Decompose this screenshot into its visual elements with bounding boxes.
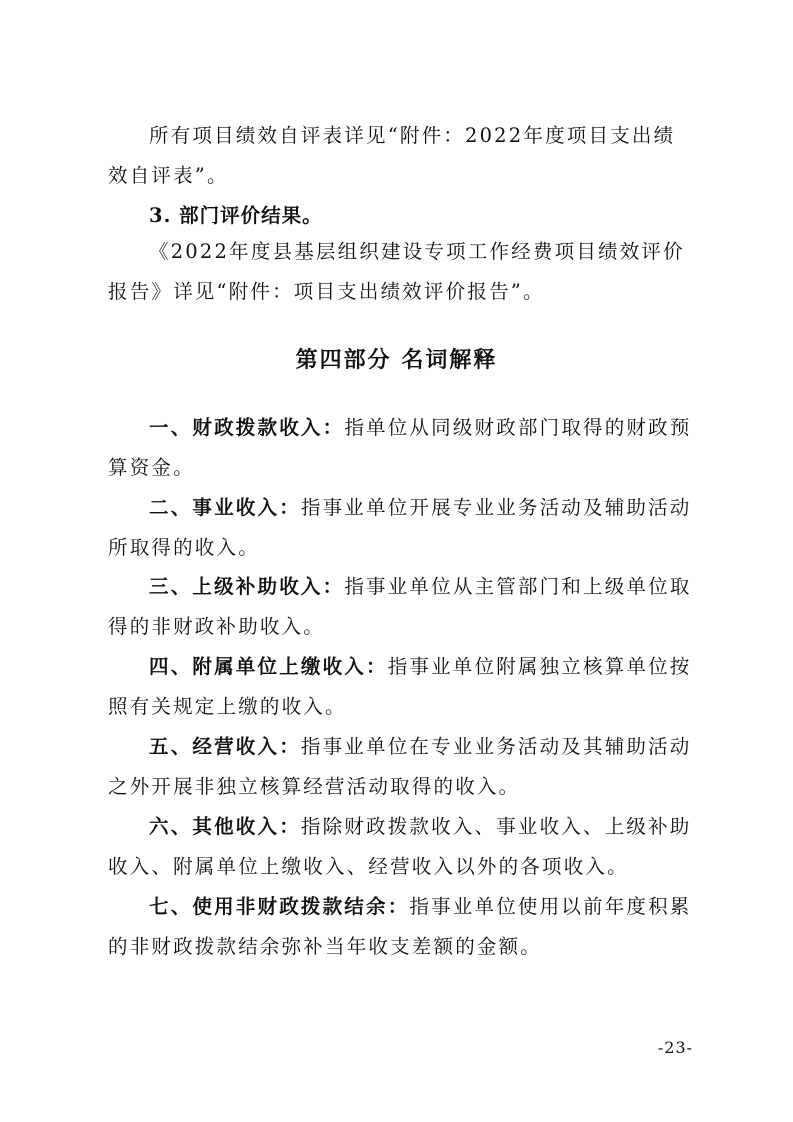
definition-term: 二、事业收入： xyxy=(149,496,301,519)
subheading: 3. 部门评价结果。 xyxy=(149,204,323,227)
definition-text: 指事业单位从主管部门和上级单位取得的非财政补助收入。 xyxy=(108,575,692,638)
definition-item xyxy=(108,647,696,727)
definition-term: 七、使用非财政拨款结余： xyxy=(149,895,410,918)
section-title: 第四部分 名词解释 xyxy=(295,347,498,373)
evaluation-paragraph xyxy=(108,232,696,312)
intro-paragraph xyxy=(108,116,696,196)
definition-text: 指单位从同级财政部门取得的财政预算资金。 xyxy=(108,416,692,479)
definition-term: 一、财政拨款收入： xyxy=(149,416,345,439)
definition-text: 指除财政拨款收入、事业收入、上级补助收入、附属单位上缴收入、经营收入以外的各项收入。 xyxy=(108,815,692,878)
definition-text: 指事业单位开展专业业务活动及辅助活动所取得的收入。 xyxy=(108,496,692,559)
definition-term: 六、其他收入： xyxy=(149,815,301,838)
evaluation-text: 《2022年度县基层组织建设专项工作经费项目绩效评价报告》详见“附件：项目支出绩效评价报告”。 xyxy=(108,240,685,303)
definition-item xyxy=(108,727,696,807)
definition-term: 三、上级补助收入： xyxy=(149,575,345,598)
definition-text: 指事业单位附属独立核算单位按照有关规定上缴的收入。 xyxy=(108,655,692,718)
definition-item xyxy=(108,408,696,488)
definition-item xyxy=(108,567,696,647)
definition-term: 四、附属单位上缴收入： xyxy=(149,655,388,678)
page-number: -23- xyxy=(657,1038,693,1057)
definition-item xyxy=(108,887,696,967)
definition-text: 指事业单位在专业业务活动及其辅助活动之外开展非独立核算经营活动取得的收入。 xyxy=(108,735,692,798)
definition-term: 五、经营收入： xyxy=(149,735,301,758)
definition-item xyxy=(108,807,696,887)
definition-item xyxy=(108,488,696,568)
definition-text: 指事业单位使用以前年度积累的非财政拨款结余弥补当年收支差额的金额。 xyxy=(108,895,692,958)
intro-text: 所有项目绩效自评表详见“附件：2022年度项目支出绩效自评表”。 xyxy=(108,124,676,187)
